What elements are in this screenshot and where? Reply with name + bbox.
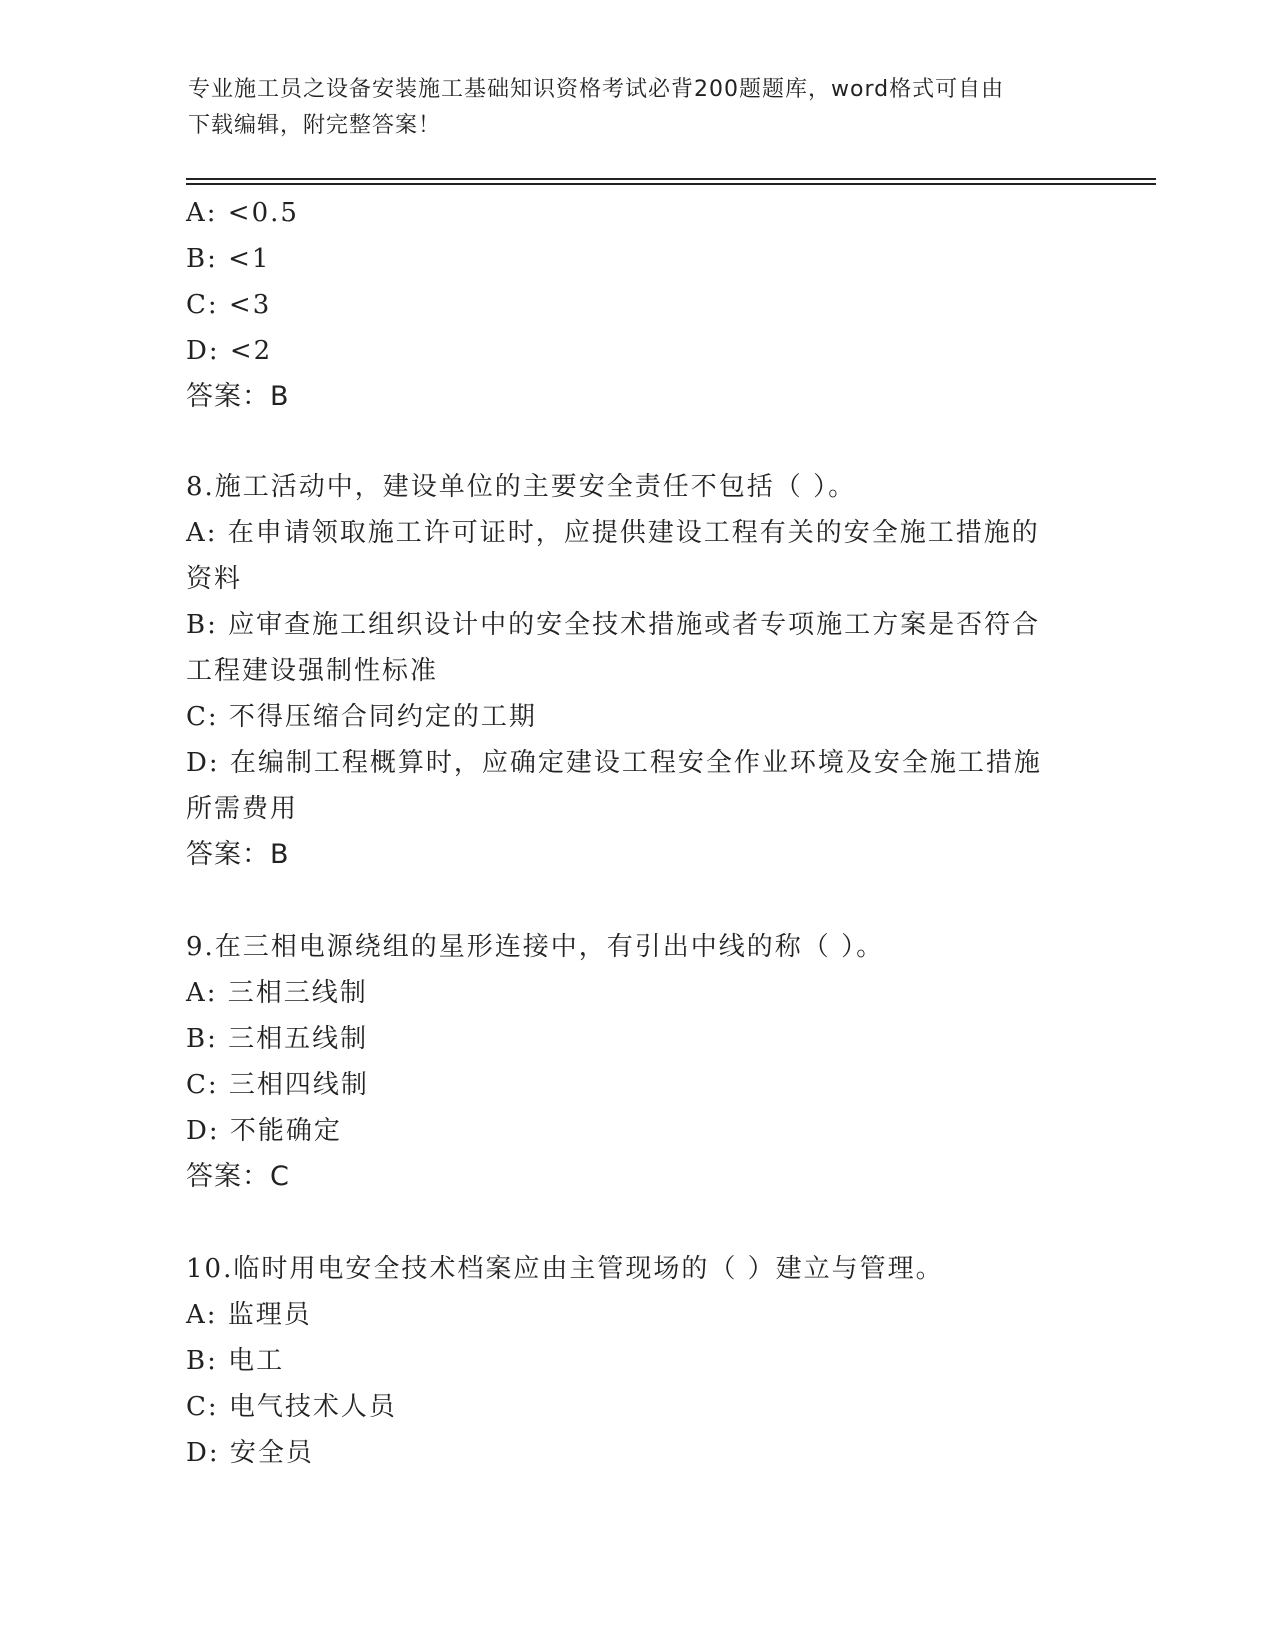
option-b: B: 应审查施工组织设计中的安全技术措施或者专项施工方案是否符合 xyxy=(186,610,1041,640)
option-d: D: 不能确定 xyxy=(186,1116,342,1146)
option-a: A: 三相三线制 xyxy=(186,978,368,1008)
option-b: B: <1 xyxy=(186,244,271,274)
header-divider-bottom xyxy=(186,183,1156,185)
option-b: B: 三相五线制 xyxy=(186,1024,369,1054)
document-body xyxy=(186,190,1086,1476)
spacer xyxy=(186,420,1086,464)
option-d: D: 安全员 xyxy=(186,1438,314,1468)
option-a: A: 监理员 xyxy=(186,1300,312,1330)
question-7-options xyxy=(186,190,1086,420)
option-d: D: 在编制工程概算时，应确定建设工程安全作业环境及安全施工措施 xyxy=(186,748,1042,778)
question-stem: 8.施工活动中，建设单位的主要安全责任不包括（ ）。 xyxy=(186,472,857,502)
header-line-2: 下载编辑，附完整答案！ xyxy=(188,113,442,138)
header-divider-top xyxy=(186,178,1156,180)
option-c: C: 不得压缩合同约定的工期 xyxy=(186,702,537,732)
question-8 xyxy=(186,464,1086,878)
option-b-continued: 工程建设强制性标准 xyxy=(186,656,439,686)
document-header xyxy=(188,72,1088,144)
option-d: D: <2 xyxy=(186,336,273,366)
option-b: B: 电工 xyxy=(186,1346,285,1376)
answer-line: 答案：B xyxy=(186,839,290,870)
option-c: C: 三相四线制 xyxy=(186,1070,369,1100)
option-a: A: <0.5 xyxy=(186,198,299,228)
question-stem: 10.临时用电安全技术档案应由主管现场的（ ）建立与管理。 xyxy=(186,1254,944,1284)
spacer xyxy=(186,1200,1086,1246)
question-9 xyxy=(186,924,1086,1200)
option-c: C: 电气技术人员 xyxy=(186,1392,397,1422)
option-a-continued: 资料 xyxy=(186,564,243,594)
question-10 xyxy=(186,1246,1086,1476)
answer-line: 答案：C xyxy=(186,1161,290,1192)
answer-line: 答案：B xyxy=(186,381,290,412)
option-c: C: <3 xyxy=(186,290,272,320)
option-a: A: 在申请领取施工许可证时，应提供建设工程有关的安全施工措施的 xyxy=(186,518,1040,548)
option-d-continued: 所需费用 xyxy=(186,794,299,824)
spacer xyxy=(186,878,1086,924)
question-stem: 9.在三相电源绕组的星形连接中，有引出中线的称（ ）。 xyxy=(186,932,885,962)
header-line-1: 专业施工员之设备安装施工基础知识资格考试必背200题题库，word格式可自由 xyxy=(188,77,1005,102)
